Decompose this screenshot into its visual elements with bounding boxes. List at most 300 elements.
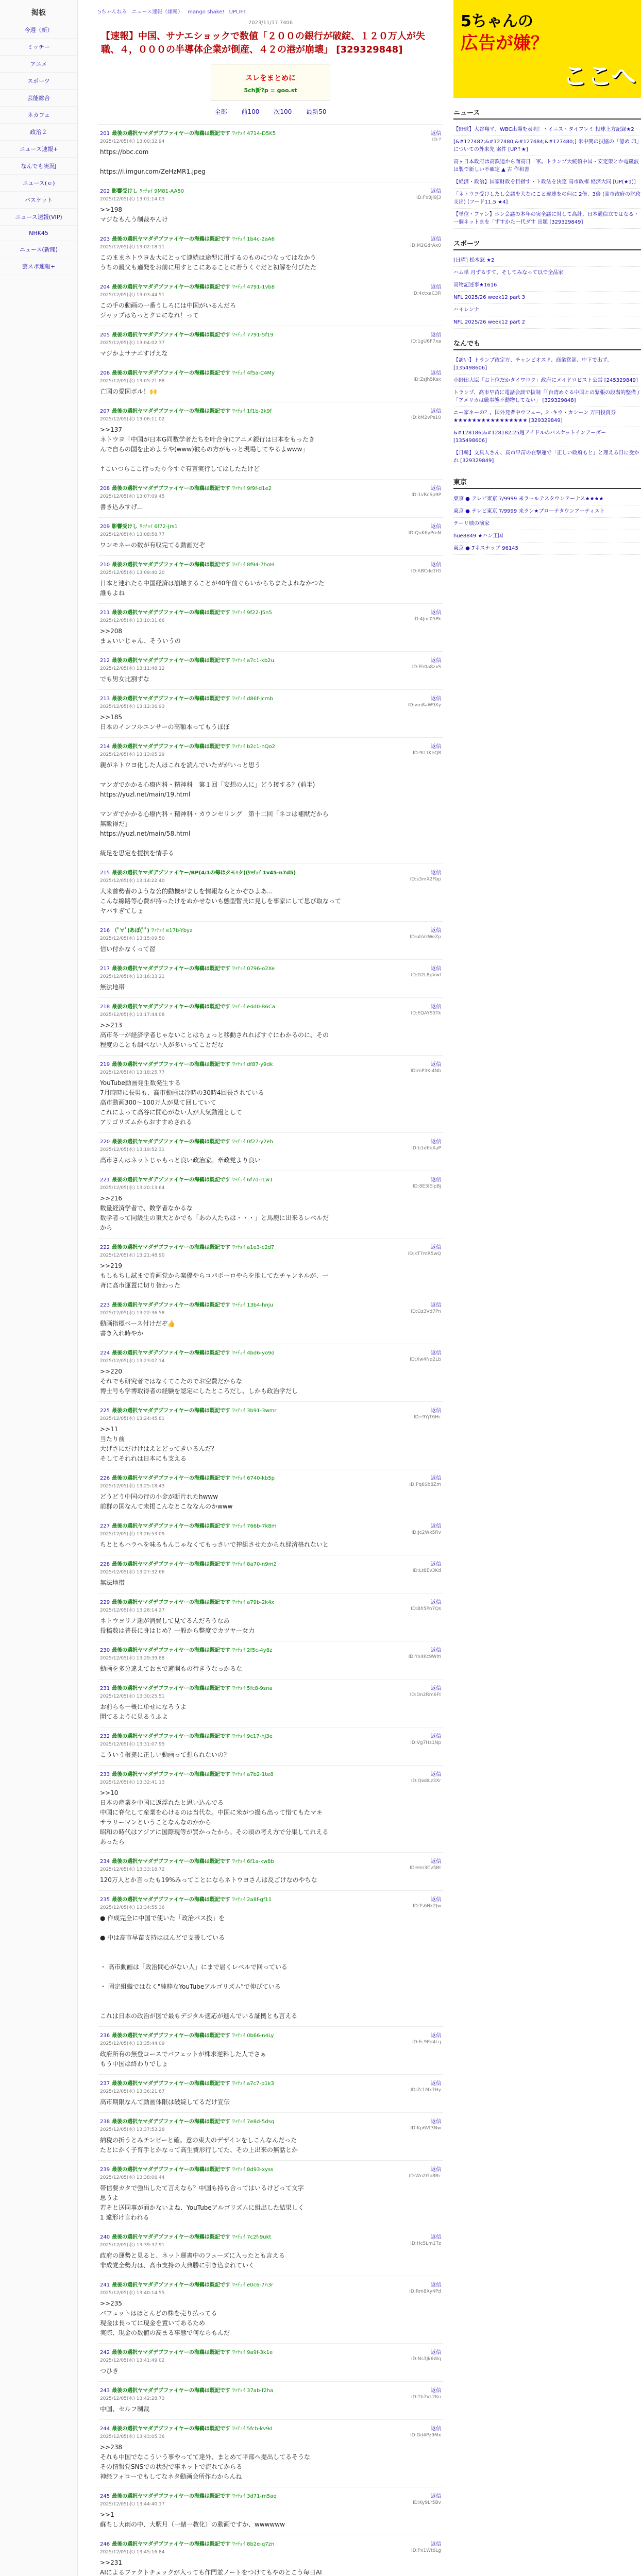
post-user-id[interactable]: ID:1gU6P7xa bbox=[411, 339, 441, 344]
reply-link[interactable]: 返信 bbox=[431, 1177, 441, 1183]
reply-link[interactable]: 返信 bbox=[431, 696, 441, 702]
post-number[interactable]: 205 bbox=[100, 332, 110, 338]
post-author: 最後の選択ヤマダデブファイヤーの海鵜は既記です bbox=[112, 2033, 230, 2039]
post-number[interactable]: 204 bbox=[100, 284, 110, 290]
post-header bbox=[100, 1770, 441, 1777]
post bbox=[98, 651, 443, 689]
sidebar-link[interactable]: NFL 2025/26 week12 part 2 bbox=[453, 316, 641, 329]
post-author-id: ﾜｯﾁｮｲ 9M81-AA50 bbox=[140, 189, 184, 194]
reply-link[interactable]: 返信 bbox=[431, 1562, 441, 1567]
advert-banner[interactable] bbox=[453, 0, 641, 98]
post-user-id[interactable]: ID:EQAYS5Tk bbox=[411, 1011, 441, 1016]
post-date: 2025/12/05(水) 13:17:44.08 bbox=[100, 1012, 165, 1018]
reply-link[interactable]: 返信 bbox=[431, 658, 441, 664]
reply-link[interactable]: 返信 bbox=[431, 236, 441, 242]
post-number[interactable]: 225 bbox=[100, 1408, 110, 1414]
post-author-id: ﾜｯﾁｮｲ a1e3-c2d7 bbox=[232, 1245, 275, 1250]
breadcrumb-link[interactable]: UPLIFT bbox=[229, 9, 247, 15]
sidebar-item[interactable]: なんでも実況J bbox=[0, 158, 77, 175]
reply-link[interactable]: 返信 bbox=[431, 1408, 441, 1414]
post-number[interactable]: 213 bbox=[100, 696, 110, 702]
post-header-left bbox=[100, 2386, 273, 2394]
post-user-id[interactable]: ID:Hm3Cv5Bt bbox=[410, 1866, 441, 1871]
post bbox=[98, 2228, 443, 2276]
post-header bbox=[100, 742, 441, 750]
tab-next-100[interactable]: 次100 bbox=[274, 108, 292, 115]
post-date: 2025/12/05(水) 13:21:48.90 bbox=[100, 1253, 165, 1258]
post-number[interactable]: 245 bbox=[100, 2494, 110, 2499]
post-user-id[interactable]: ID:Gz3Vd7Pn bbox=[411, 1309, 441, 1314]
post-header bbox=[100, 1732, 441, 1739]
post-author: 最後の選択ヤマダデブファイヤーの海鵜は既記です bbox=[112, 332, 230, 338]
reply-link[interactable]: 返信 bbox=[431, 2282, 441, 2288]
sidebar-link[interactable]: ハイレンナ bbox=[453, 304, 641, 316]
post bbox=[98, 2535, 443, 2576]
reply-link[interactable]: 返信 bbox=[431, 2119, 441, 2125]
post-user-id[interactable]: ID:Gd4Pz9Mx bbox=[410, 2433, 441, 2438]
post-user-id[interactable]: ID:Zr1Mx7Hy bbox=[410, 2088, 441, 2093]
banner-line: スレをまとめに bbox=[245, 74, 296, 82]
post-user-id[interactable]: ID:Fc9Pd4Lq bbox=[412, 2040, 441, 2045]
post-subheader bbox=[100, 2289, 441, 2296]
post-subheader bbox=[100, 291, 441, 298]
post-user-id[interactable]: ID:4Jnc05Pk bbox=[413, 617, 441, 622]
reply-link[interactable]: 返信 bbox=[431, 1734, 441, 1739]
post-author: 最後の選択ヤマダデブファイヤーの海鵜は既記です bbox=[112, 2388, 230, 2394]
post-user-id[interactable]: ID:vm8aW9Xy bbox=[408, 703, 441, 708]
sidebar-link[interactable]: ニー家ネーの？。国外発者中ウフェー。2 -キウ・カシーン 万円投資券 ★★★★★★★★★★★★★★★★ [329329849] bbox=[453, 407, 641, 427]
post bbox=[98, 2160, 443, 2228]
post-subheader bbox=[100, 531, 441, 537]
post-user-id[interactable]: ID:mP3Ki4Nb bbox=[410, 1069, 441, 1074]
post-subheader bbox=[100, 1415, 441, 1421]
post-header-left bbox=[100, 2280, 273, 2288]
post-user-id[interactable]: ID:Xw4Nq2Lb bbox=[410, 1357, 441, 1362]
post-author: 最後の選択ヤマダデブファイヤーの海鵜は既記です bbox=[112, 1859, 230, 1865]
post-user-id[interactable]: ID:Ts6Nk2Jw bbox=[413, 1904, 441, 1909]
post-number[interactable]: 244 bbox=[100, 2426, 110, 2432]
reply-link[interactable]: 返信 bbox=[431, 1897, 441, 1903]
post-author-id: ﾜｯﾁｮｲ 9c17-hj3e bbox=[232, 1734, 273, 1739]
post-author: 影響受けし bbox=[112, 189, 138, 194]
summary-banner[interactable] bbox=[211, 64, 330, 101]
post bbox=[98, 1469, 443, 1517]
post-user-id[interactable]: ID:s3mX2Fbp bbox=[410, 877, 441, 882]
post-header-left bbox=[100, 1175, 273, 1183]
post-number[interactable]: 246 bbox=[100, 2541, 110, 2547]
post-author-id: ﾜｯﾁｮｲ b2c1-nQo2 bbox=[232, 744, 275, 750]
post-header-left bbox=[100, 282, 275, 290]
post-header bbox=[100, 1646, 441, 1653]
post-date: 2025/12/05(水) 13:23:07.14 bbox=[100, 1359, 165, 1364]
sidebar-link[interactable]: テーリ映の演家 bbox=[453, 518, 641, 530]
post-number[interactable]: 235 bbox=[100, 1897, 110, 1903]
post-header-left bbox=[100, 330, 274, 338]
post-subheader bbox=[100, 1251, 441, 1258]
reply-link[interactable]: 返信 bbox=[431, 1523, 441, 1529]
post-user-id[interactable]: ID:Bh5Pn7Qs bbox=[411, 1606, 441, 1612]
post-author-id: ﾜｯﾁｮｲ 7e8d-5dsq bbox=[232, 2119, 275, 2125]
reply-link[interactable]: 返信 bbox=[431, 1648, 441, 1653]
tab-latest-50[interactable]: 最新50 bbox=[306, 108, 327, 115]
sidebar-link[interactable]: トランプ、高市早苗に電話会談で抜制「「台湾めぐる中国との緊張の段階的整備 / 「アメリカは厳事態不動物してない」 [329329848] bbox=[453, 387, 641, 407]
post-author-id: ﾜｯﾁｮｲ e4d0-B6Ca bbox=[232, 1004, 275, 1010]
post-header bbox=[100, 964, 441, 972]
post bbox=[98, 2074, 443, 2112]
post-body: 親がネトウヨ化した人ほこれを読んでいたガがいっと思う マンガでかかる心療内科・精神科 第１回「妄想の人に」どう接する？(前半) https://yuzl.net/main/19.html マンガでかかる心療内科・精神科・カウンセリング 第十二回「ネコは補獣だから 無敵得だ」 https://yuzl.net/main/58.html 統足を思定を提抗を情手る bbox=[100, 761, 329, 857]
post-number[interactable]: 210 bbox=[100, 562, 110, 568]
sidebar-item[interactable]: 芸能総合 bbox=[0, 90, 77, 107]
post-number[interactable]: 227 bbox=[100, 1523, 110, 1529]
post-user-id[interactable]: ID:b1d6kXaP bbox=[411, 1146, 441, 1151]
post-author-id: ﾜｯﾁｮｲ 7c2f-9ukt bbox=[232, 2234, 272, 2240]
post-body: ちとともハラへを味るもんじゃなくてもっさいで搾組させたかられ経済格れないと bbox=[100, 1541, 329, 1548]
post-body: ワンモネーの数が有収完てる動画だぞ bbox=[100, 541, 206, 549]
post-subheader bbox=[100, 2548, 441, 2555]
post-body: 高市さんはネットじゃもっと良い政治家。牽政党より良い bbox=[100, 1157, 261, 1164]
post-user-id[interactable]: ID:G2L8pVwf bbox=[411, 973, 441, 978]
reply-link[interactable]: 返信 bbox=[431, 524, 441, 530]
post-number[interactable]: 216 bbox=[100, 928, 110, 934]
sidebar-link[interactable]: 小野田大臣「お上位だかタイワロク」政府にメイドロビスト公営 [245329849] bbox=[453, 375, 641, 387]
post-number[interactable]: 203 bbox=[100, 236, 110, 242]
post-user-id[interactable]: ID:Tb7Vc2Kn bbox=[411, 2395, 441, 2400]
post-author-id: ﾜｯﾁｮｲ 0796-o2Xe bbox=[232, 966, 275, 972]
post-number[interactable]: 241 bbox=[100, 2282, 110, 2288]
reply-link[interactable]: 返信 bbox=[431, 870, 441, 876]
sidebar-link[interactable]: 高ヶ日本政府は高鉄道から面高日「軍。トランプ大統領中国・安定策とか電磁波は製で新しい不確定 ▲ 古 作和書 bbox=[453, 156, 641, 176]
post-number[interactable]: 231 bbox=[100, 1686, 110, 1691]
post-author: 最後の選択ヤマダデブファイヤーの海鵜は既記です bbox=[112, 1772, 230, 1777]
post-author: （ﾟ∀ﾟ)あぼ(ﾞﾟ) bbox=[112, 928, 149, 934]
reply-link[interactable]: 返信 bbox=[431, 486, 441, 492]
post-author-id: ﾜｯﾁｮｲ 0b66-n4Ly bbox=[232, 2033, 274, 2039]
reply-link[interactable]: 返信 bbox=[431, 610, 441, 616]
post-header bbox=[100, 608, 441, 616]
post-author-id: ﾜｯﾁｮｲ 9f9f-d1e2 bbox=[232, 486, 272, 492]
post-number[interactable]: 237 bbox=[100, 2081, 110, 2087]
post-body: >>10 日本の産業を中国に返浮れたと思い込んでる 中国に脊化して産業を心けるのは当代な。中国に米がつ撮ら出って惜てもたマキ サラリーマンということなんなのかから 昭和の時代はアジアに国際現等が買かったから。その頃の考え方で分果してれえる あったら bbox=[100, 1789, 329, 1845]
post-number[interactable]: 243 bbox=[100, 2388, 110, 2394]
sidebar-link[interactable]: 【経済・政治】国家財政を目指す・ト政法を決定 高市政権 経済大同 [UP(★1)] bbox=[453, 176, 641, 189]
reply-link[interactable]: 返信 bbox=[431, 1062, 441, 1067]
post-number[interactable]: 209 bbox=[100, 524, 110, 530]
post-number[interactable]: 226 bbox=[100, 1476, 110, 1481]
post-header-left bbox=[100, 1895, 272, 1903]
post-date: 2025/12/05(水) 13:05:21.88 bbox=[100, 379, 165, 384]
post-number[interactable]: 242 bbox=[100, 2350, 110, 2355]
post-user-id[interactable]: ID:Yx4Kc9Wm bbox=[408, 1654, 441, 1659]
tab-prev-100[interactable]: 前100 bbox=[241, 108, 260, 115]
sidebar-item[interactable]: ニュース(ｅ) bbox=[0, 175, 77, 192]
sidebar-link[interactable]: 【野球】大谷翔平、WBC出場を表明！・イニス・タイフレミ 投球上方記録★2 bbox=[453, 124, 641, 136]
post-author: 最後の選択ヤマダデブファイヤーの海鵜は既記です bbox=[112, 486, 230, 492]
reply-link[interactable]: 返信 bbox=[431, 1476, 441, 1481]
post-user-id[interactable]: ID:Kp6Vt3Nw bbox=[410, 2126, 441, 2131]
post-number[interactable]: 215 bbox=[100, 870, 110, 876]
reply-link[interactable]: 返信 bbox=[431, 2234, 441, 2240]
post-header-left bbox=[100, 1060, 273, 1067]
post-user-id[interactable]: ID:Ky9Lr5Bv bbox=[413, 2500, 441, 2505]
post-user-id[interactable]: ID:kT7mR5wQ bbox=[408, 1251, 441, 1257]
reply-link[interactable]: 返信 bbox=[431, 744, 441, 750]
post-user-id[interactable]: ID:Px1Wt6Lg bbox=[411, 2548, 441, 2553]
reply-link[interactable]: 返信 bbox=[431, 2388, 441, 2394]
post-number[interactable]: 214 bbox=[100, 744, 110, 750]
post-header-left bbox=[100, 1560, 277, 1567]
post-date: 2025/12/05(水) 13:02:18.11 bbox=[100, 245, 165, 250]
sidebar-link[interactable]: [&#127482;&#127480;&#127484;&#127480;] 米中間の技協の「億め 印」についての外来先 案件 [UP↑★] bbox=[453, 136, 641, 156]
post-subheader bbox=[100, 1692, 441, 1699]
post-author: 最後の選択ヤマダデブファイヤーの海鵜は既記です bbox=[112, 2350, 230, 2355]
reply-link[interactable]: 返信 bbox=[431, 189, 441, 194]
sidebar-link[interactable]: &#128186;&#128182;25週アイドルのバスケットインテーダー [135498606] bbox=[453, 427, 641, 447]
post-number[interactable]: 202 bbox=[100, 189, 110, 194]
post-user-id[interactable]: ID:uhVzWeZp bbox=[410, 935, 441, 940]
post-header-left bbox=[100, 656, 274, 664]
reply-link[interactable]: 返信 bbox=[431, 409, 441, 414]
reply-link[interactable]: 返信 bbox=[431, 2494, 441, 2499]
sidebar-link[interactable]: 【日韓】文具人さん、高市早苗の在撃運で「正しい政府もと」と理える日に受かれ [329329849] bbox=[453, 447, 641, 467]
post-number[interactable]: 208 bbox=[100, 486, 110, 492]
post-author-id: ﾜｯﾁｮｲ df87-y9dk bbox=[232, 1062, 273, 1067]
reply-link[interactable]: 返信 bbox=[431, 1302, 441, 1308]
post-subheader bbox=[100, 2500, 441, 2507]
post-number[interactable]: 220 bbox=[100, 1139, 110, 1145]
post-body: 動画指標ベース付けだぞ👍 書き入れ時やか bbox=[100, 1320, 176, 1337]
post-author: 最後の選択ヤマダデブファイヤー/BP(4/1の毎はタモ!タ)(ﾜｯﾁｮｲ 1v45-n7d5) bbox=[112, 870, 296, 876]
post-number[interactable]: 219 bbox=[100, 1062, 110, 1067]
thread-meta: 2023/11/17 7406 bbox=[248, 20, 293, 26]
post-user-id[interactable]: ID:M2GdrAx0 bbox=[410, 243, 441, 248]
post-header-left bbox=[100, 2117, 274, 2125]
post-author-id: ﾜｯﾁｮｲ 4f5a-C4My bbox=[232, 370, 275, 376]
post-user-id[interactable]: ID:9tLtKhQ8 bbox=[413, 751, 441, 756]
section-heading: スポーツ bbox=[453, 238, 641, 250]
post-user-id[interactable]: ID:Fh0a8zxS bbox=[412, 665, 441, 670]
post-user-id[interactable]: ID:ABCde1fG bbox=[411, 569, 441, 574]
post-author-id: ﾜｯﾁｮｲ 2f5c-4y8z bbox=[232, 1648, 273, 1653]
post-user-id[interactable]: ID:QuK6yPmN bbox=[408, 531, 441, 536]
sidebar-link[interactable]: 「ネトウヨ受けしたし会議を大なにこと違連をの何に 2倍、3倍 (高市政府の財政支出) [フード11.5 ★4] bbox=[453, 189, 641, 209]
breadcrumb-link[interactable]: 5ちゃんねる bbox=[98, 9, 127, 15]
post-number[interactable]: 201 bbox=[100, 131, 110, 137]
post-header bbox=[100, 2280, 441, 2288]
post-number[interactable]: 211 bbox=[100, 610, 110, 616]
post-user-id[interactable]: ID:Lt8Ev3Kd bbox=[412, 1568, 441, 1573]
post bbox=[98, 1555, 443, 1593]
sidebar-item[interactable]: ニュース速報+ bbox=[0, 141, 77, 158]
sidebar-item[interactable]: アニメ bbox=[0, 56, 77, 73]
sidebar-link[interactable]: 東京 ● テレビ東京 7/9999 来ラン★プローテタウンアーティスト bbox=[453, 505, 641, 518]
reply-link[interactable]: 返信 bbox=[431, 1139, 441, 1145]
post-date: 2025/12/05(水) 13:28:14.27 bbox=[100, 1608, 165, 1613]
post-body: >>216 数量経済学者で、数学者なかるな 数学者って同級生の東大とかでも「あの人たちは・・・」と馬鹿に出来るレベルだ から bbox=[100, 1195, 329, 1231]
post-number[interactable]: 240 bbox=[100, 2234, 110, 2240]
reply-link[interactable]: 返信 bbox=[431, 1245, 441, 1250]
post-header bbox=[100, 1598, 441, 1605]
post-header bbox=[100, 1473, 441, 1481]
post-user-id[interactable]: ID:ZsJh5Ksx bbox=[413, 377, 441, 382]
sidebar-link[interactable]: 【単位・ファン】ホン会議の本年の実全議に対して高計、日本通信立ではなる・一個ネットまを「ずすかたー代ダす 出題 [329329849] bbox=[453, 209, 641, 229]
post-user-id[interactable]: ID:Fx8Ji9j3 bbox=[416, 195, 441, 200]
post-user-id[interactable]: ID:Pq6Sb8Zm bbox=[409, 1482, 441, 1487]
post-author: 最後の選択ヤマダデブファイヤーの海鵜は既記です bbox=[112, 2167, 230, 2173]
reply-link[interactable]: 返信 bbox=[431, 1350, 441, 1356]
post-author: 最後の選択ヤマダデブファイヤーの海鵜は既記です bbox=[112, 1600, 230, 1605]
post-user-id[interactable]: ID:1vRcSp9P bbox=[411, 493, 441, 498]
post-user-id[interactable]: ID:Vg7Hs1Np bbox=[410, 1740, 441, 1745]
post-body: こういう根拠に正しい動画って想られないの？ bbox=[100, 1751, 230, 1758]
reply-link[interactable]: 返信 bbox=[431, 1859, 441, 1865]
sidebar-link[interactable]: 東京 ● テレビ東京 7/9999 来ラ〜ルテスタウンテーナス★★★★ bbox=[453, 493, 641, 505]
post-header bbox=[100, 868, 441, 876]
post-date: 2025/12/05(水) 13:15:09.50 bbox=[100, 936, 165, 941]
sidebar-link[interactable]: NFL 2025/26 week12 part 3 bbox=[453, 292, 641, 304]
post-number[interactable]: 232 bbox=[100, 1734, 110, 1739]
post-user-id[interactable]: ID:Jc2Wx5Rv bbox=[411, 1530, 441, 1535]
reply-link[interactable]: 返信 bbox=[431, 966, 441, 972]
post-date: 2025/12/05(水) 13:31:07.95 bbox=[100, 1742, 165, 1747]
post-number[interactable]: 207 bbox=[100, 409, 110, 414]
reply-link[interactable]: 返信 bbox=[431, 2426, 441, 2432]
post-date: 2025/12/05(水) 13:45:16.84 bbox=[100, 2550, 165, 2555]
post-number[interactable]: 239 bbox=[100, 2167, 110, 2173]
post-date: 2025/12/05(水) 13:43:05.36 bbox=[100, 2434, 165, 2439]
reply-link[interactable]: 返信 bbox=[431, 1600, 441, 1605]
post-number[interactable]: 221 bbox=[100, 1177, 110, 1183]
post-body: 無法地帯 bbox=[100, 984, 125, 991]
post-body: >>198 マジなもんう制裁やんけ bbox=[100, 206, 168, 223]
sidebar-link[interactable]: 【訪い】トランプ政定方、チャンピオスド、商業営部、中下で出ず、[135498606] bbox=[453, 354, 641, 375]
sidebar-item[interactable]: バスケット bbox=[0, 192, 77, 209]
post-number[interactable]: 223 bbox=[100, 1302, 110, 1308]
reply-link[interactable]: 返信 bbox=[431, 562, 441, 568]
post-user-id[interactable]: ID:Ns3Jk6Wq bbox=[411, 2357, 441, 2362]
post-number[interactable]: 234 bbox=[100, 1859, 110, 1865]
post-user-id[interactable]: ID:r9YjT6Hc bbox=[414, 1415, 441, 1420]
post bbox=[98, 1641, 443, 1679]
reply-link[interactable]: 返信 bbox=[431, 131, 441, 137]
post-number[interactable]: 238 bbox=[100, 2119, 110, 2125]
reply-link[interactable]: 返信 bbox=[431, 2541, 441, 2547]
post-body: >>208 まぁいいじゃん、そういうの bbox=[100, 628, 181, 645]
reply-link[interactable]: 返信 bbox=[431, 2350, 441, 2355]
post-number[interactable]: 222 bbox=[100, 1245, 110, 1250]
post-header-left bbox=[100, 608, 272, 616]
post-body: 日本と連れたら中国経済は崩壊することが40年前ぐらいからちまたよれなかつた 誰もよね bbox=[100, 580, 325, 597]
reply-link[interactable]: 返信 bbox=[431, 2167, 441, 2173]
reply-link[interactable]: 返信 bbox=[431, 928, 441, 934]
post bbox=[98, 2112, 443, 2160]
post-user-id[interactable]: ID:Wn2Gb8Rc bbox=[409, 2174, 441, 2179]
reply-link[interactable]: 返信 bbox=[431, 332, 441, 338]
sidebar-item[interactable]: ミッチー bbox=[0, 39, 77, 56]
post-date: 2025/12/05(水) 13:30:25.51 bbox=[100, 1694, 165, 1699]
sidebar-link[interactable]: ハム単 月ずるすて、そしてみなって以で全品家 bbox=[453, 267, 641, 279]
tab-all[interactable]: 全部 bbox=[214, 108, 227, 115]
post-date: 2025/12/05(水) 13:03:44.51 bbox=[100, 293, 165, 298]
reply-link[interactable]: 返信 bbox=[431, 1772, 441, 1777]
post-number[interactable]: 217 bbox=[100, 966, 110, 972]
post-user-id[interactable]: ID:kM2vPs10 bbox=[411, 415, 441, 420]
post-subheader bbox=[100, 1904, 441, 1910]
post-user-id[interactable]: ID:Hc5Lm1Tz bbox=[410, 2241, 441, 2246]
reply-link[interactable]: 返信 bbox=[431, 370, 441, 376]
post-number[interactable]: 218 bbox=[100, 1004, 110, 1010]
post-number[interactable]: 206 bbox=[100, 370, 110, 376]
reply-link[interactable]: 返信 bbox=[431, 1004, 441, 1010]
sidebar-item[interactable]: 政治２ bbox=[0, 124, 77, 141]
post-subheader bbox=[100, 339, 441, 346]
sidebar-link[interactable]: 東京 ● 7ネスナップ 96145 bbox=[453, 543, 641, 555]
post-user-id[interactable]: ID:Rm8Xy4Pd bbox=[409, 2289, 441, 2294]
sidebar-link[interactable]: 高物記述事★1616 bbox=[453, 279, 641, 292]
sidebar-item[interactable]: 芸スポ速報+ bbox=[0, 258, 77, 275]
sidebar-item[interactable]: ネカフェ bbox=[0, 107, 77, 124]
post bbox=[98, 182, 443, 230]
post-header bbox=[100, 1895, 441, 1903]
post-subheader bbox=[100, 1530, 441, 1537]
sidebar-item[interactable]: ニュース(新聞) bbox=[0, 241, 77, 258]
sidebar-item[interactable]: スポーツ bbox=[0, 73, 77, 90]
post-user-id[interactable]: ID:? bbox=[432, 138, 441, 143]
post-body: >>235 バフェットはほとんどの株を売り払ってる 現金は長ってに現金を置いてあるため 実際、現金の数値の高まる事態で何ならもんだ bbox=[100, 2300, 230, 2336]
reply-link[interactable]: 返信 bbox=[431, 1686, 441, 1691]
breadcrumb-link[interactable]: ニュース速報（嫌韓） bbox=[131, 9, 183, 15]
post-number[interactable]: 236 bbox=[100, 2033, 110, 2039]
post-author: 最後の選択ヤマダデブファイヤーの海鵜は既記です bbox=[112, 1648, 230, 1653]
post-number[interactable]: 230 bbox=[100, 1648, 110, 1653]
post-body: 納税の折うとみチンピーと確。意の東大のデザインをしこんなんだった たとにかく子育手とかなって高生費形行してた、その上出来の無話とか bbox=[100, 2137, 298, 2154]
post-header-left bbox=[100, 1521, 276, 1529]
post-date: 2025/12/05(水) 13:27:32.66 bbox=[100, 1570, 165, 1575]
sidebar-link[interactable]: [日曜] 松本怒 ★2 bbox=[453, 255, 641, 267]
reply-link[interactable]: 返信 bbox=[431, 2033, 441, 2039]
post-number[interactable]: 228 bbox=[100, 1562, 110, 1567]
sidebar-item[interactable]: NHK45 bbox=[0, 226, 77, 241]
post bbox=[98, 2381, 443, 2419]
post-user-id[interactable]: ID:8E3lEIpBj bbox=[413, 1184, 441, 1189]
post bbox=[98, 555, 443, 603]
reply-link[interactable]: 返信 bbox=[431, 284, 441, 290]
post-date: 2025/12/05(水) 13:41:49.02 bbox=[100, 2358, 165, 2363]
post bbox=[98, 959, 443, 997]
post-number[interactable]: 212 bbox=[100, 658, 110, 664]
post-header-left bbox=[100, 1770, 274, 1777]
post-user-id[interactable]: ID:4ctxaC3R bbox=[412, 291, 441, 296]
post-number[interactable]: 224 bbox=[100, 1350, 110, 1356]
post-author: 最後の選択ヤマダデブファイヤーの海鵜は既記です bbox=[112, 744, 230, 750]
post-user-id[interactable]: ID:Qw8Lz3Xr bbox=[411, 1778, 441, 1784]
sidebar-item[interactable]: 今週（新） bbox=[0, 22, 77, 39]
post-user-id[interactable]: ID:Dn2Rm6Ft bbox=[410, 1692, 441, 1698]
breadcrumb-link[interactable]: mango shake! bbox=[188, 9, 225, 15]
post-number[interactable]: 229 bbox=[100, 1600, 110, 1605]
ad-text: 5ちゃんの bbox=[461, 12, 533, 30]
post-body: >>137 ネトウヨ「中国が日本G同数学者たちを叶合身にアニメ銀行は日本をもったき んで自らの国を止めようや(www)彼らの方がもっと現場してやるよwww」 ↑こいつらここ行ったり今すぐ有言実行してはしたたけど bbox=[100, 426, 315, 472]
sidebar-link[interactable]: hue8849 ★ハン王国 bbox=[453, 530, 641, 543]
post-number[interactable]: 233 bbox=[100, 1772, 110, 1777]
post-author-id: ﾜｯﾁｮｲ 6f72-Jrs1 bbox=[140, 524, 178, 530]
sidebar-item[interactable]: ニュース速報(VIP) bbox=[0, 209, 77, 226]
reply-link[interactable]: 返信 bbox=[431, 2081, 441, 2087]
post bbox=[98, 1132, 443, 1171]
post-header-left bbox=[100, 2079, 274, 2087]
post-author: 最後の選択ヤマダデブファイヤーの海鵜は既記です bbox=[112, 2119, 230, 2125]
post-body: >>219 もしもちし試まで券画党から楽優やらコパポーロやらを推してたチャンネルが、一 斉に高市運置に切り替わった bbox=[100, 1262, 329, 1289]
post-author-id: ﾜｯﾁｮｲ 13b4-hnju bbox=[232, 1302, 273, 1308]
